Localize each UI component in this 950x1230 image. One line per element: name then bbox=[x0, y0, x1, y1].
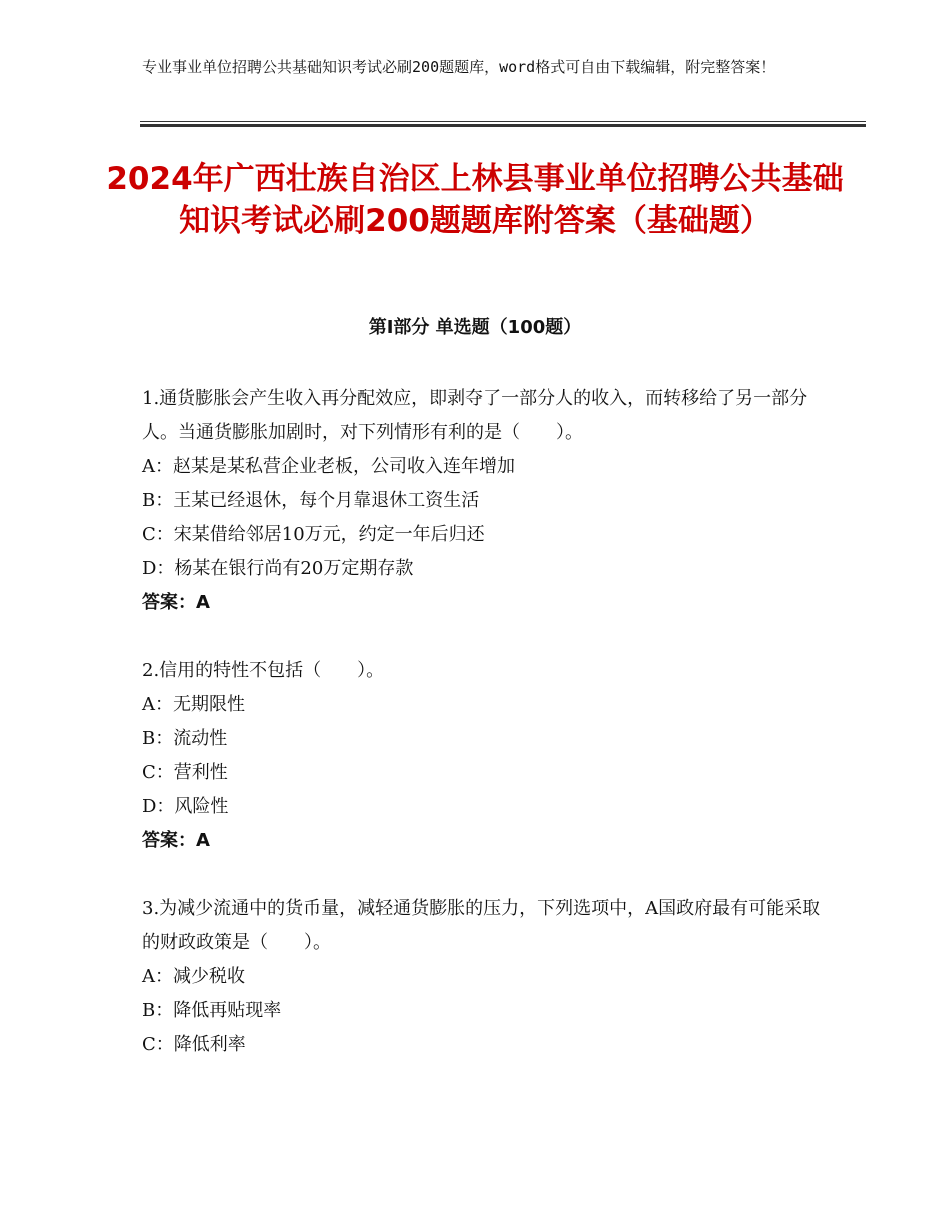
question-list bbox=[142, 382, 822, 1096]
option-c: C：营利性 bbox=[142, 762, 228, 783]
option-a: A：无期限性 bbox=[142, 694, 245, 715]
answer-label: 答案：A bbox=[142, 592, 210, 613]
question-stem: 1.通货膨胀会产生收入再分配效应，即剥夺了一部分人的收入，而转移给了另一部分人。当通货膨胀加剧时，对下列情形有利的是（ ）。 bbox=[142, 388, 808, 443]
header-divider-thick bbox=[140, 124, 866, 127]
header-divider-thin bbox=[140, 121, 866, 122]
option-c: C：降低利率 bbox=[142, 1034, 246, 1055]
question-stem: 3.为减少流通中的货币量，减轻通货膨胀的压力，下列选项中，A国政府最有可能采取的财政政策是（ ）。 bbox=[142, 898, 821, 953]
question-3 bbox=[142, 892, 822, 1062]
section-title: 第Ⅰ部分 单选题（100题） bbox=[368, 317, 582, 338]
header-note: 专业事业单位招聘公共基础知识考试必刷200题题库，word格式可自由下载编辑，附完整答案！ bbox=[142, 58, 776, 76]
question-1 bbox=[142, 382, 822, 620]
document-title: 2024年广西壮族自治区上林县事业单位招聘公共基础知识考试必刷200题题库附答案（基础题） bbox=[106, 161, 844, 239]
option-c: C：宋某借给邻居10万元，约定一年后归还 bbox=[142, 524, 485, 545]
option-a: A：赵某是某私营企业老板，公司收入连年增加 bbox=[142, 456, 515, 477]
option-d: D：风险性 bbox=[142, 796, 229, 817]
option-b: B：降低再贴现率 bbox=[142, 1000, 282, 1021]
question-stem: 2.信用的特性不包括（ ）。 bbox=[142, 660, 385, 681]
option-b: B：王某已经退休，每个月靠退休工资生活 bbox=[142, 490, 480, 511]
answer-label: 答案：A bbox=[142, 830, 210, 851]
option-b: B：流动性 bbox=[142, 728, 228, 749]
question-2 bbox=[142, 654, 822, 858]
option-a: A：减少税收 bbox=[142, 966, 245, 987]
option-d: D：杨某在银行尚有20万定期存款 bbox=[142, 558, 414, 579]
